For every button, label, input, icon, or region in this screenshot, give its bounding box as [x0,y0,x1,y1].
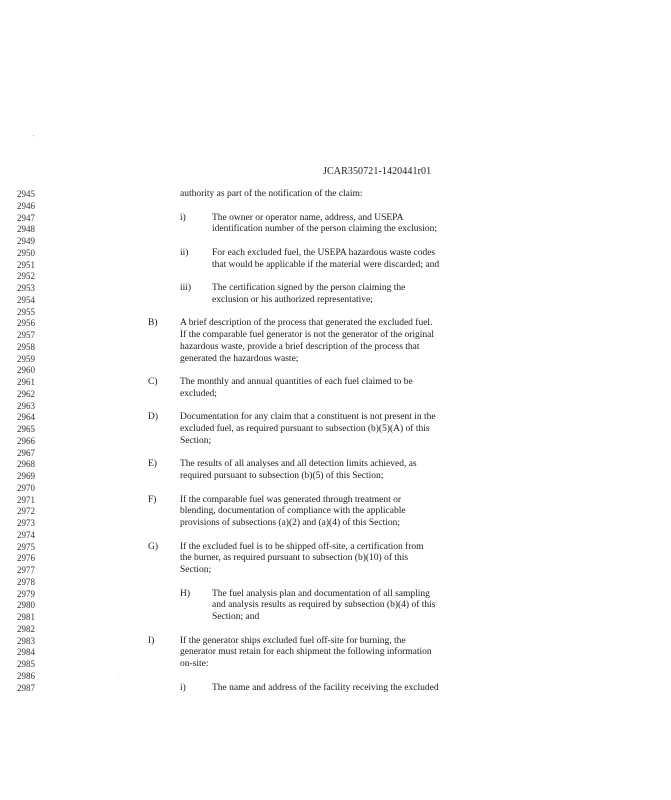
line-number: 2985 [17,659,35,669]
line-number: 2969 [17,471,35,481]
line-number: 2970 [17,482,35,493]
text-line [0,212,671,224]
item-text: that would be applicable if the material were discarded; and [212,259,440,270]
text-line [0,470,671,482]
line-number: 2972 [17,506,35,517]
item-label: i) [180,212,186,223]
item-text: If the excluded fuel is to be shipped off-site, a certification from [180,541,424,552]
line-number: 2954 [17,294,35,305]
item-text: The monthly and annual quantities of each fuel claimed to be [180,377,413,387]
item-text: If the comparable fuel was generated through treatment or [180,494,402,505]
text-line [0,646,671,658]
item-text: A brief description of the process that generated the excluded fuel. [180,318,433,329]
item-text: Section; and [212,612,260,622]
item-label: B) [148,318,158,329]
text-line [0,341,671,353]
line-number: 2982 [17,623,35,634]
line-number: 2948 [17,224,35,235]
line-number: 2953 [17,283,35,293]
line-number: 2961 [17,377,35,387]
text-line [0,388,671,400]
text-line [0,329,671,341]
text-line [0,411,671,423]
item-label: E) [148,459,157,470]
text-line [0,658,671,670]
text-line [0,317,671,329]
item-text: For each excluded fuel, the USEPA hazardous waste codes [212,247,436,258]
item-label: F) [148,494,157,505]
line-number: 2967 [17,447,35,458]
item-text: and analysis results as required by subsection (b)(4) of this [212,600,436,611]
line-number: 2971 [17,494,35,505]
line-number: 2945 [17,189,35,199]
item-text: hazardous waste, provide a brief description of the process that [180,341,420,352]
item-text: on-site: [180,659,209,669]
line-number: 2949 [17,236,35,246]
text-line [0,529,671,541]
text-line [0,541,671,553]
text-line [0,670,671,682]
text-line [0,599,671,611]
item-label: C) [148,377,158,387]
item-text: The owner or operator name, address, and USEPA [212,212,404,223]
line-number: 2977 [17,565,35,575]
text-line [0,447,671,459]
text-line [0,494,671,506]
item-text: required pursuant to subsection (b)(5) of this Section; [180,471,384,481]
item-label: ii) [180,247,189,258]
text-line [0,482,671,494]
text-line [0,588,671,600]
text-line [0,364,671,376]
line-number: 2962 [17,388,35,399]
margin-dot-mark: · [118,676,120,681]
item-text: generator must retain for each shipment the following information [180,647,432,658]
document-header-id: JCAR350721-1420441r01 [323,166,432,177]
line-number: 2963 [17,400,35,411]
line-number: 2958 [17,341,35,352]
line-number: 2976 [17,553,35,564]
item-text: blending, documentation of compliance with the applicable [180,506,406,517]
item-text: The name and address of the facility receiving the excluded [212,682,439,693]
item-label: i) [180,682,186,693]
item-text: If the comparable fuel generator is not the generator of the original [180,330,435,340]
line-number: 2968 [17,459,35,470]
margin-tick-mark: ' [33,135,35,141]
line-number: 2966 [17,435,35,446]
item-label: G) [148,541,159,552]
line-number: 2946 [17,200,35,211]
text-line [0,247,671,259]
line-number: 2974 [17,529,35,540]
text-line [0,376,671,388]
text-line [0,353,671,365]
item-text: Documentation for any claim that a constituent is not present in the [180,412,436,423]
text-line [0,552,671,564]
text-line [0,564,671,576]
line-number: 2965 [17,424,35,434]
text-line [0,400,671,412]
line-number: 2955 [17,306,35,317]
line-number: 2986 [17,670,35,681]
text-line [0,635,671,647]
text-line [0,458,671,470]
text-line [0,505,671,517]
item-label: D) [148,412,159,423]
text-line [0,188,671,200]
item-text: provisions of subsections (a)(2) and (a)(4) of this Section; [180,518,401,528]
line-number: 2957 [17,330,35,340]
text-line [0,235,671,247]
text-line [0,517,671,529]
line-number: 2981 [17,612,35,622]
text-line [0,294,671,306]
line-number: 2975 [17,541,35,552]
item-text: excluded fuel, as required pursuant to subsection (b)(5)(A) of this [180,424,430,434]
item-text: Section; [180,435,212,446]
line-number: 2956 [17,318,35,329]
line-number: 2980 [17,600,35,611]
line-number: 2984 [17,647,35,658]
item-text: the burner, as required pursuant to subsection (b)(10) of this [180,553,409,564]
line-number: 2979 [17,588,35,599]
line-number: 2983 [17,635,35,646]
item-text: The results of all analyses and all detection limits achieved, as [180,459,417,470]
text-line [0,423,671,435]
text-line [0,270,671,282]
text-line [0,306,671,318]
text-line [0,282,671,294]
line-number: 2960 [17,365,35,376]
text-line [0,259,671,271]
item-text: The fuel analysis plan and documentation of all sampling [212,588,430,599]
item-text: exclusion or his authorized representative; [212,294,373,305]
line-number: 2950 [17,247,35,258]
item-text: generated the hazardous waste; [180,353,299,364]
item-label: I) [148,635,155,646]
item-text: Section; [180,565,212,575]
text-line [0,682,671,694]
line-number: 2973 [17,518,35,528]
text-line [0,200,671,212]
text-line [0,435,671,447]
item-text: identification number of the person claiming the exclusion; [212,224,438,235]
item-text: If the generator ships excluded fuel off-site for burning, the [180,635,406,646]
text-line [0,223,671,235]
line-number: 2959 [17,353,35,364]
line-number: 2964 [17,412,35,423]
item-label: H) [180,588,191,599]
text-line [0,623,671,635]
text-line [0,576,671,588]
line-number: 2978 [17,576,35,587]
line-number: 2987 [17,682,35,693]
line-number: 2947 [17,212,35,223]
item-label: iii) [180,283,192,293]
line-number: 2951 [17,259,35,270]
item-text: excluded; [180,388,217,399]
text-line [0,611,671,623]
item-text: The certification signed by the person claiming the [212,283,406,293]
line-number: 2952 [17,271,35,282]
item-text: authority as part of the notification of the claim: [180,189,363,199]
